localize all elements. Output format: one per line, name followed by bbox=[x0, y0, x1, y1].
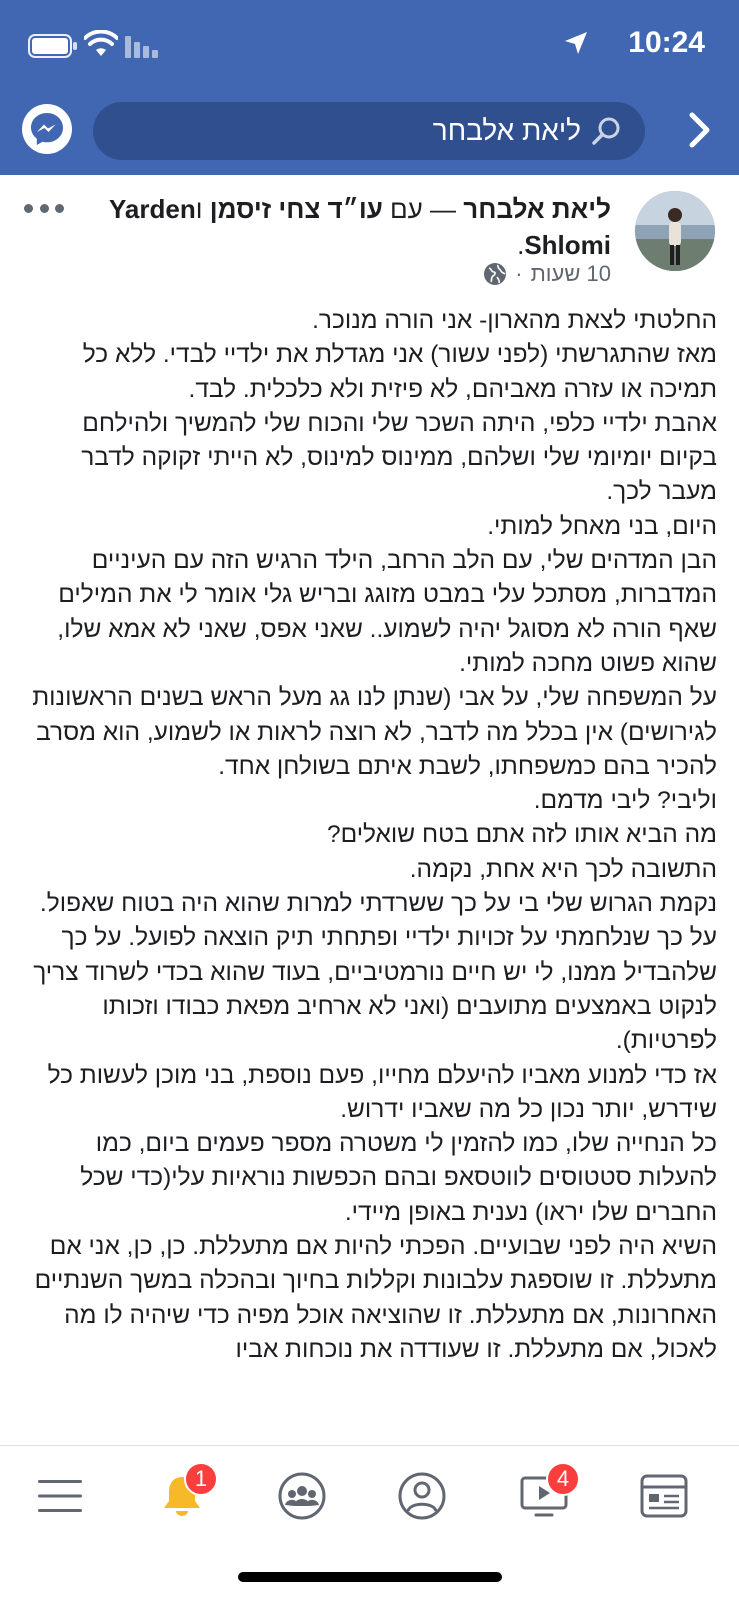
signal-icon bbox=[125, 34, 161, 58]
tab-menu[interactable] bbox=[30, 1466, 90, 1526]
post-header bbox=[0, 175, 739, 295]
post-line: החלטתי לצאת מהארון- אני הורה מנוכר. bbox=[312, 307, 717, 334]
post-line: מה הביא אותו לזה אתם בטח שואלים? bbox=[326, 821, 717, 849]
meta-separator: · bbox=[515, 261, 523, 286]
news-feed-icon bbox=[640, 1474, 688, 1518]
trailing-dot: . bbox=[517, 230, 525, 260]
post-line: כל הנחייה שלו, כמו להזמין לי משטרה מספר פעמים ביום, כמו להעלות סטטוסים לווטסאפ ובהם הכפשות נוראיות עלי(כדי שכל החברים שלו יראו) נענית באופן מיידי. bbox=[80, 1130, 717, 1226]
watch-badge: 4 bbox=[546, 1462, 580, 1496]
post-author-line bbox=[101, 191, 611, 263]
tab-watch[interactable] bbox=[514, 1466, 574, 1526]
wifi-icon bbox=[84, 30, 118, 58]
messenger-icon bbox=[28, 110, 66, 148]
messenger-button[interactable] bbox=[22, 104, 72, 154]
search-query: ליאת אלבחר bbox=[432, 115, 581, 146]
menu-icon bbox=[38, 1478, 82, 1514]
with-connector: — עם bbox=[390, 194, 457, 224]
groups-icon bbox=[277, 1471, 327, 1521]
status-time: 10:24 bbox=[628, 26, 705, 59]
chevron-right-icon[interactable] bbox=[679, 110, 719, 150]
search-icon bbox=[591, 115, 623, 147]
location-icon bbox=[563, 30, 589, 56]
post-line: היום, בני מאחל למותי. bbox=[487, 512, 717, 540]
battery-icon bbox=[28, 34, 78, 58]
notifications-badge: 1 bbox=[184, 1462, 218, 1496]
app-header bbox=[0, 0, 739, 175]
post-author-name[interactable]: ליאת אלבחר bbox=[463, 194, 611, 224]
post-meta bbox=[483, 261, 611, 287]
tab-news-feed[interactable] bbox=[634, 1466, 694, 1526]
post-body bbox=[25, 304, 717, 1434]
tagged-person-1[interactable]: עו״ד צחי זיסמן bbox=[209, 194, 383, 224]
post-line: מאז שהתגרשתי (לפני עשור) אני מגדלת את ילדיי לבדי. ללא כל תמיכה או עזרה מאביהם, לא פיזית ולא כלכלית. לבד. bbox=[82, 341, 717, 403]
post-line: הבן המדהים שלי, עם הלב הרחב, הילד הרגיש הזה עם העיניים המדברות, מסתכל עלי במבט מזוגג ובריש גלי אומר לי את המילים שאף הורה לא מסוגל יהיה לשמוע.. שאני אפס, שאני לא אמא שלו, שהוא פשוט מחכה למותי. bbox=[57, 547, 717, 677]
more-icon[interactable] bbox=[24, 201, 64, 215]
post-line: התשובה לכך היא אחת, נקמה. bbox=[409, 855, 717, 883]
post-line: נקמת הגרוש שלי בי על כך ששרדתי למרות שהוא היה בטוח שאפול. על כך שנלחמתי על זכויות ילדיי ופתחתי תיק הוצאה לפועל. על כך שלהבדיל ממנו, לי יש חיים נורמטיביים, בעוד שהוא בכדי לשרוד צריך לנקוט באמצעים מתועבים (ואני לא ארחיב מפאת כבודו וזכותו לפרטיות). bbox=[33, 890, 717, 1055]
post-line: על המשפחה שלי, על אבי (שנתן לנו גג מעל הראש בשנים הראשונות לגירושים) אין בכלל מה לדבר, לא רוצה לראות או לשמוע, הוא מסרב להכיר בהם כמשפחתו, לשבת איתם בשולחן אחד. bbox=[32, 684, 717, 780]
tab-notifications[interactable] bbox=[152, 1466, 212, 1526]
and-connector: ו bbox=[195, 194, 203, 224]
post-time[interactable]: 10 שעות bbox=[530, 261, 611, 286]
post-line: אהבת ילדיי כלפי, היתה השכר שלי והכוח שלי להמשיך ולהילחם בקיום יומיומי שלי ושלהם, ממינוס למינוס, לא הייתי זקוקה לדבר מעבר לכך. bbox=[81, 409, 717, 506]
avatar[interactable] bbox=[635, 191, 715, 271]
tagged-person-2[interactable]: Yarden Shlomi bbox=[109, 194, 611, 260]
tab-profile[interactable] bbox=[392, 1466, 452, 1526]
nav-row bbox=[0, 100, 739, 164]
status-bar bbox=[0, 0, 739, 90]
profile-icon bbox=[397, 1471, 447, 1521]
tab-groups[interactable] bbox=[272, 1466, 332, 1526]
bottom-tab-bar bbox=[0, 1445, 739, 1545]
search-input[interactable] bbox=[93, 102, 645, 160]
post-line: וליבי? ליבי מדמם. bbox=[533, 787, 717, 815]
post-line: השיא היה לפני שבועיים. הפכתי להיות אם מתעללת. כן, כן, אני אם מתעללת. זו שוספגת עלבונות וקללות בחיוך ובהכלה במשך השנתיים האחרונות, אם מתעללת. זו שהוציאה אוכל מפיה כדי שיהיה לו מה לאכול, אם מתעללת. זו שעודדה את נוכחות אביו bbox=[34, 1233, 717, 1363]
post-line: אז כדי למנוע מאביו להיעלם מחייו, פעם נוספת, בני מוכן לעשות כל שידרש, יותר נכון כל מה שאביו ידרוש. bbox=[47, 1061, 717, 1123]
globe-icon bbox=[483, 262, 507, 286]
home-indicator[interactable] bbox=[238, 1572, 502, 1582]
avatar-photo bbox=[635, 191, 715, 271]
